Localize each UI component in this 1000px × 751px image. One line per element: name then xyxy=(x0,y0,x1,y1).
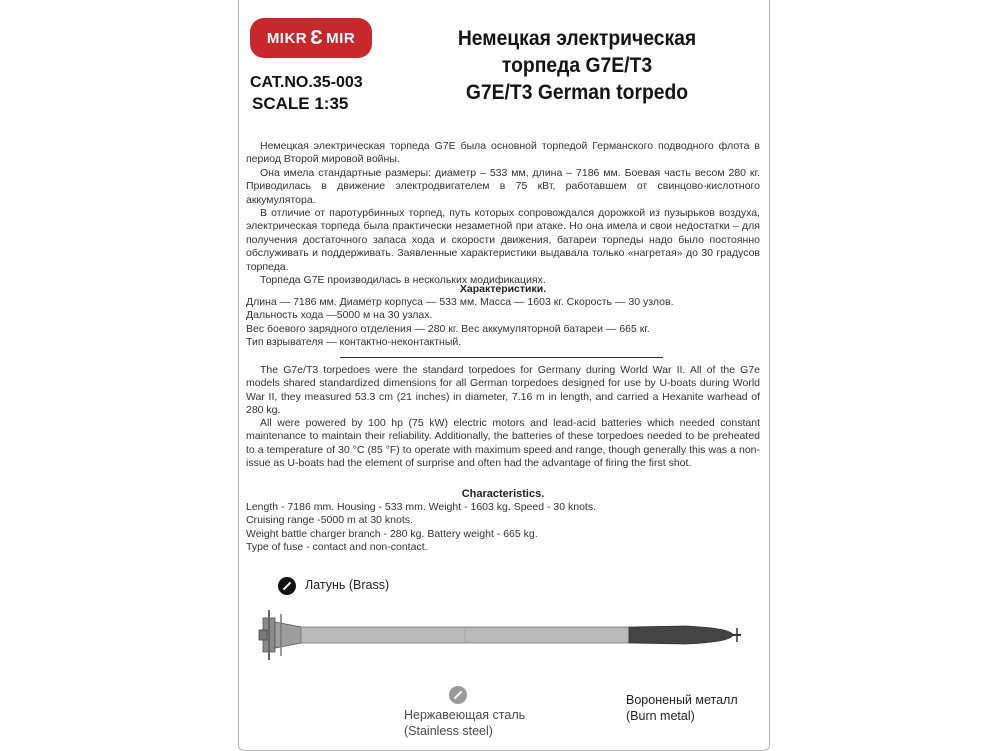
ru-paragraph: Торпеда G7E производилась в нескольких модификациях. xyxy=(260,274,546,287)
logo-text-right: MIR xyxy=(326,29,356,47)
en-char-line: Type of fuse - contact and non-contact. xyxy=(246,540,428,553)
steel-label-ru: Нержавеющая сталь xyxy=(404,708,526,722)
en-characteristics xyxy=(246,501,760,554)
ru-characteristics-heading: Характеристики. xyxy=(459,283,547,295)
english-description xyxy=(246,364,760,470)
title-en: G7E/T3 German torpedo xyxy=(465,81,689,104)
title-ru-line2: торпеда G7E/T3 xyxy=(501,54,653,77)
en-paragraph: The G7e/T3 torpedoes were the standard torpedoes for Germany during World War II. All of the G7e models shared standardized dimensions for all German torpedoes designed for use by U-boats during World War II, they measured 53.3 cm (21 inches) in diameter, 7.16 m in length, and carried a Hexanite warhead of 280 kg. xyxy=(246,364,760,416)
ru-paragraph: В отличие от паротурбинных торпед, путь которых сопровождался дорожкой из пузырьков воздуха, электрическая торпеда была практически незаметной при атаке. Но она имела и свои недостатки – для получения достаточного запаса хода и скорости движения, батареи торпеды надо было постоянно обслуживать и поддерживать. Заявленные характеристики выдавала только «нагретая» до 30 градусов торпеда. xyxy=(246,207,760,273)
en-characteristics-heading: Characteristics. xyxy=(461,488,545,500)
steel-marker-icon xyxy=(449,686,467,704)
ru-char-line: Тип взрывателя — контактно-неконтактный. xyxy=(246,336,462,349)
nose-section xyxy=(629,626,733,644)
logo-emblem: Ɛ xyxy=(310,26,324,49)
ru-paragraph: Она имела стандартные размеры: диаметр – 533 мм, длина – 7186 мм. Боевая часть весом 280 кг. Приводилась в движение электродвигателем в 75 кВт, работавшем от свинцово-кислотного аккумулятора. xyxy=(246,166,760,206)
en-paragraph: All were powered by 100 hp (75 kW) electric motors and lead-acid batteries which needed constant maintenance to maintain their reliability. Additionally, the batteries of these torpedoes needed to be preheated to a temperature of 30 °C (85 °F) to operate with maximum speed and range, though generally this was a non-issue as U-boats had the element of surprise and often had the advantage of firing the first shot. xyxy=(246,417,760,470)
burn-label-en: (Burn metal) xyxy=(626,709,695,723)
steel-label-en: (Stainless steel) xyxy=(404,724,493,738)
title-ru-line1: Немецкая электрическая xyxy=(457,27,697,50)
torpedo-drawing xyxy=(255,600,745,670)
ru-char-line: Вес боевого зарядного отделения — 280 кг. Вес аккумуляторной батареи — 665 кг. xyxy=(246,322,650,335)
brass-label: Латунь (Brass) xyxy=(305,578,390,592)
brand-logo xyxy=(250,18,372,58)
ru-characteristics xyxy=(246,296,760,350)
logo-text-left: MIKR xyxy=(266,29,308,47)
en-char-line: Length - 7186 mm. Housing - 533 mm. Weight - 1603 kg. Speed - 30 knots. xyxy=(246,501,596,513)
page-title xyxy=(407,25,747,106)
en-char-line: Weight battle charger branch - 280 kg. Battery weight - 665 kg. xyxy=(246,527,538,540)
russian-description xyxy=(246,140,760,287)
ru-char-line: Длина — 7186 мм. Диаметр корпуса — 533 мм. Масса — 1603 кг. Скорость — 30 узлов. xyxy=(246,296,674,308)
brass-marker-icon xyxy=(278,577,296,595)
catalog-number: CAT.NO.35-003 xyxy=(250,74,363,91)
section-divider xyxy=(340,357,663,358)
tail-assembly xyxy=(259,610,301,660)
scale-label: SCALE 1:35 xyxy=(252,94,349,113)
ru-char-line: Дальность хода —5000 м на 30 узлах. xyxy=(246,309,433,322)
en-char-line: Cruising range -5000 m at 30 knots. xyxy=(246,514,413,527)
ru-paragraph: Немецкая электрическая торпеда G7E была основной торпедой Германского подводного флота в период Второй мировой войны. xyxy=(246,140,760,166)
burn-label-ru: Вороненый металл xyxy=(626,693,738,707)
